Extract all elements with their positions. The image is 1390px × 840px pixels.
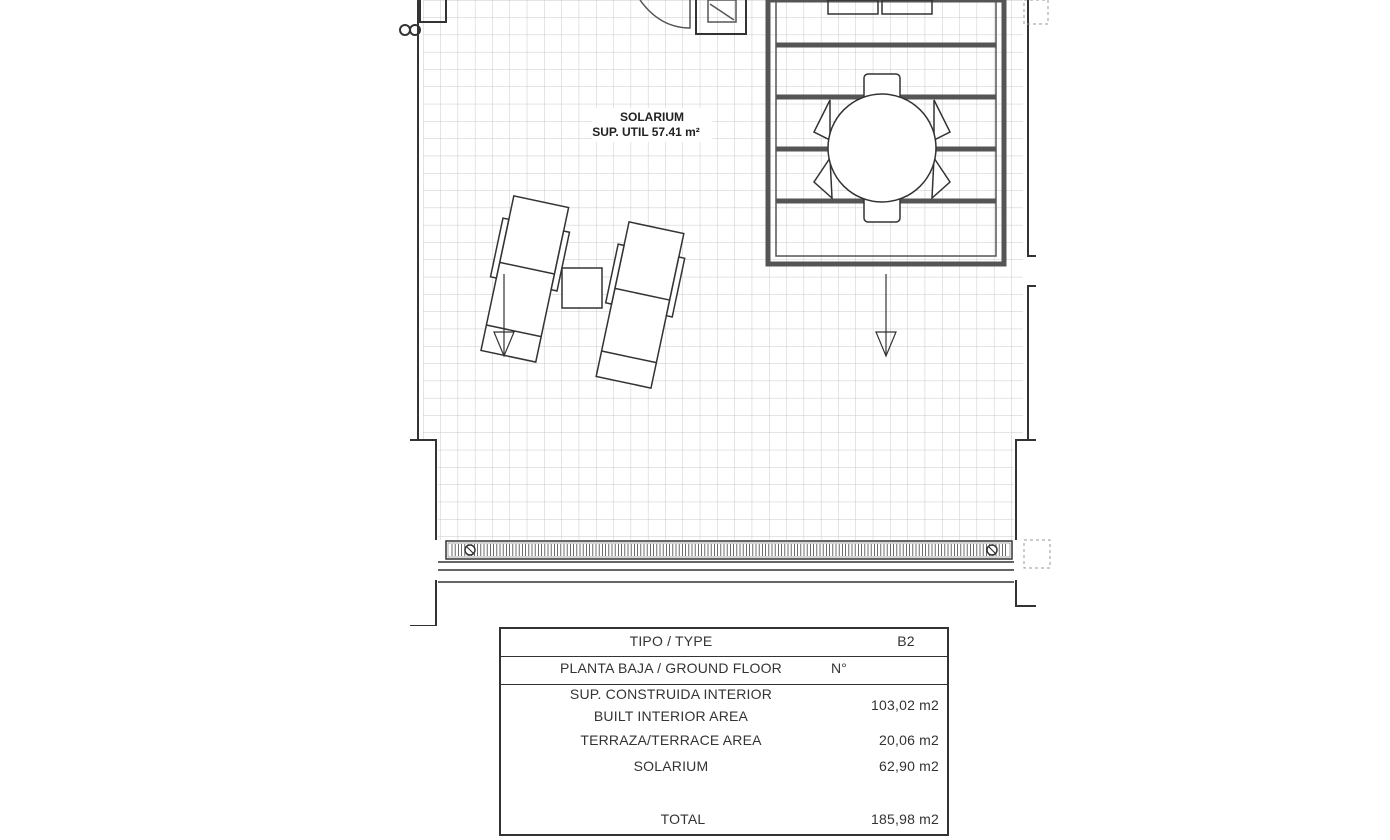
terrace-value: 20,06 m2 bbox=[879, 732, 939, 748]
side-table bbox=[562, 268, 602, 308]
type-value: B2 bbox=[897, 633, 915, 649]
total-value: 185,98 m2 bbox=[871, 811, 939, 827]
built-value: 103,02 m2 bbox=[871, 697, 939, 713]
tile-grid-lower bbox=[438, 440, 1014, 540]
type-label: TIPO / TYPE bbox=[629, 633, 713, 649]
number-label: N° bbox=[830, 660, 848, 676]
room-area: SUP. UTIL 57.41 m² bbox=[592, 125, 700, 139]
room-name: SOLARIUM bbox=[620, 110, 684, 124]
solarium-value: 62,90 m2 bbox=[879, 758, 939, 774]
floor-label: PLANTA BAJA / GROUND FLOOR bbox=[560, 660, 782, 676]
facade-edge bbox=[438, 562, 1014, 582]
drainage-channel bbox=[446, 541, 1012, 559]
solarium-label: SOLARIUM bbox=[633, 758, 709, 774]
area-table bbox=[499, 627, 949, 836]
terrace-label: TERRAZA/TERRACE AREA bbox=[580, 732, 762, 748]
built-label-en: BUILT INTERIOR AREA bbox=[593, 708, 749, 724]
total-label: TOTAL bbox=[660, 811, 706, 827]
built-label-es: SUP. CONSTRUIDA INTERIOR bbox=[569, 686, 773, 702]
